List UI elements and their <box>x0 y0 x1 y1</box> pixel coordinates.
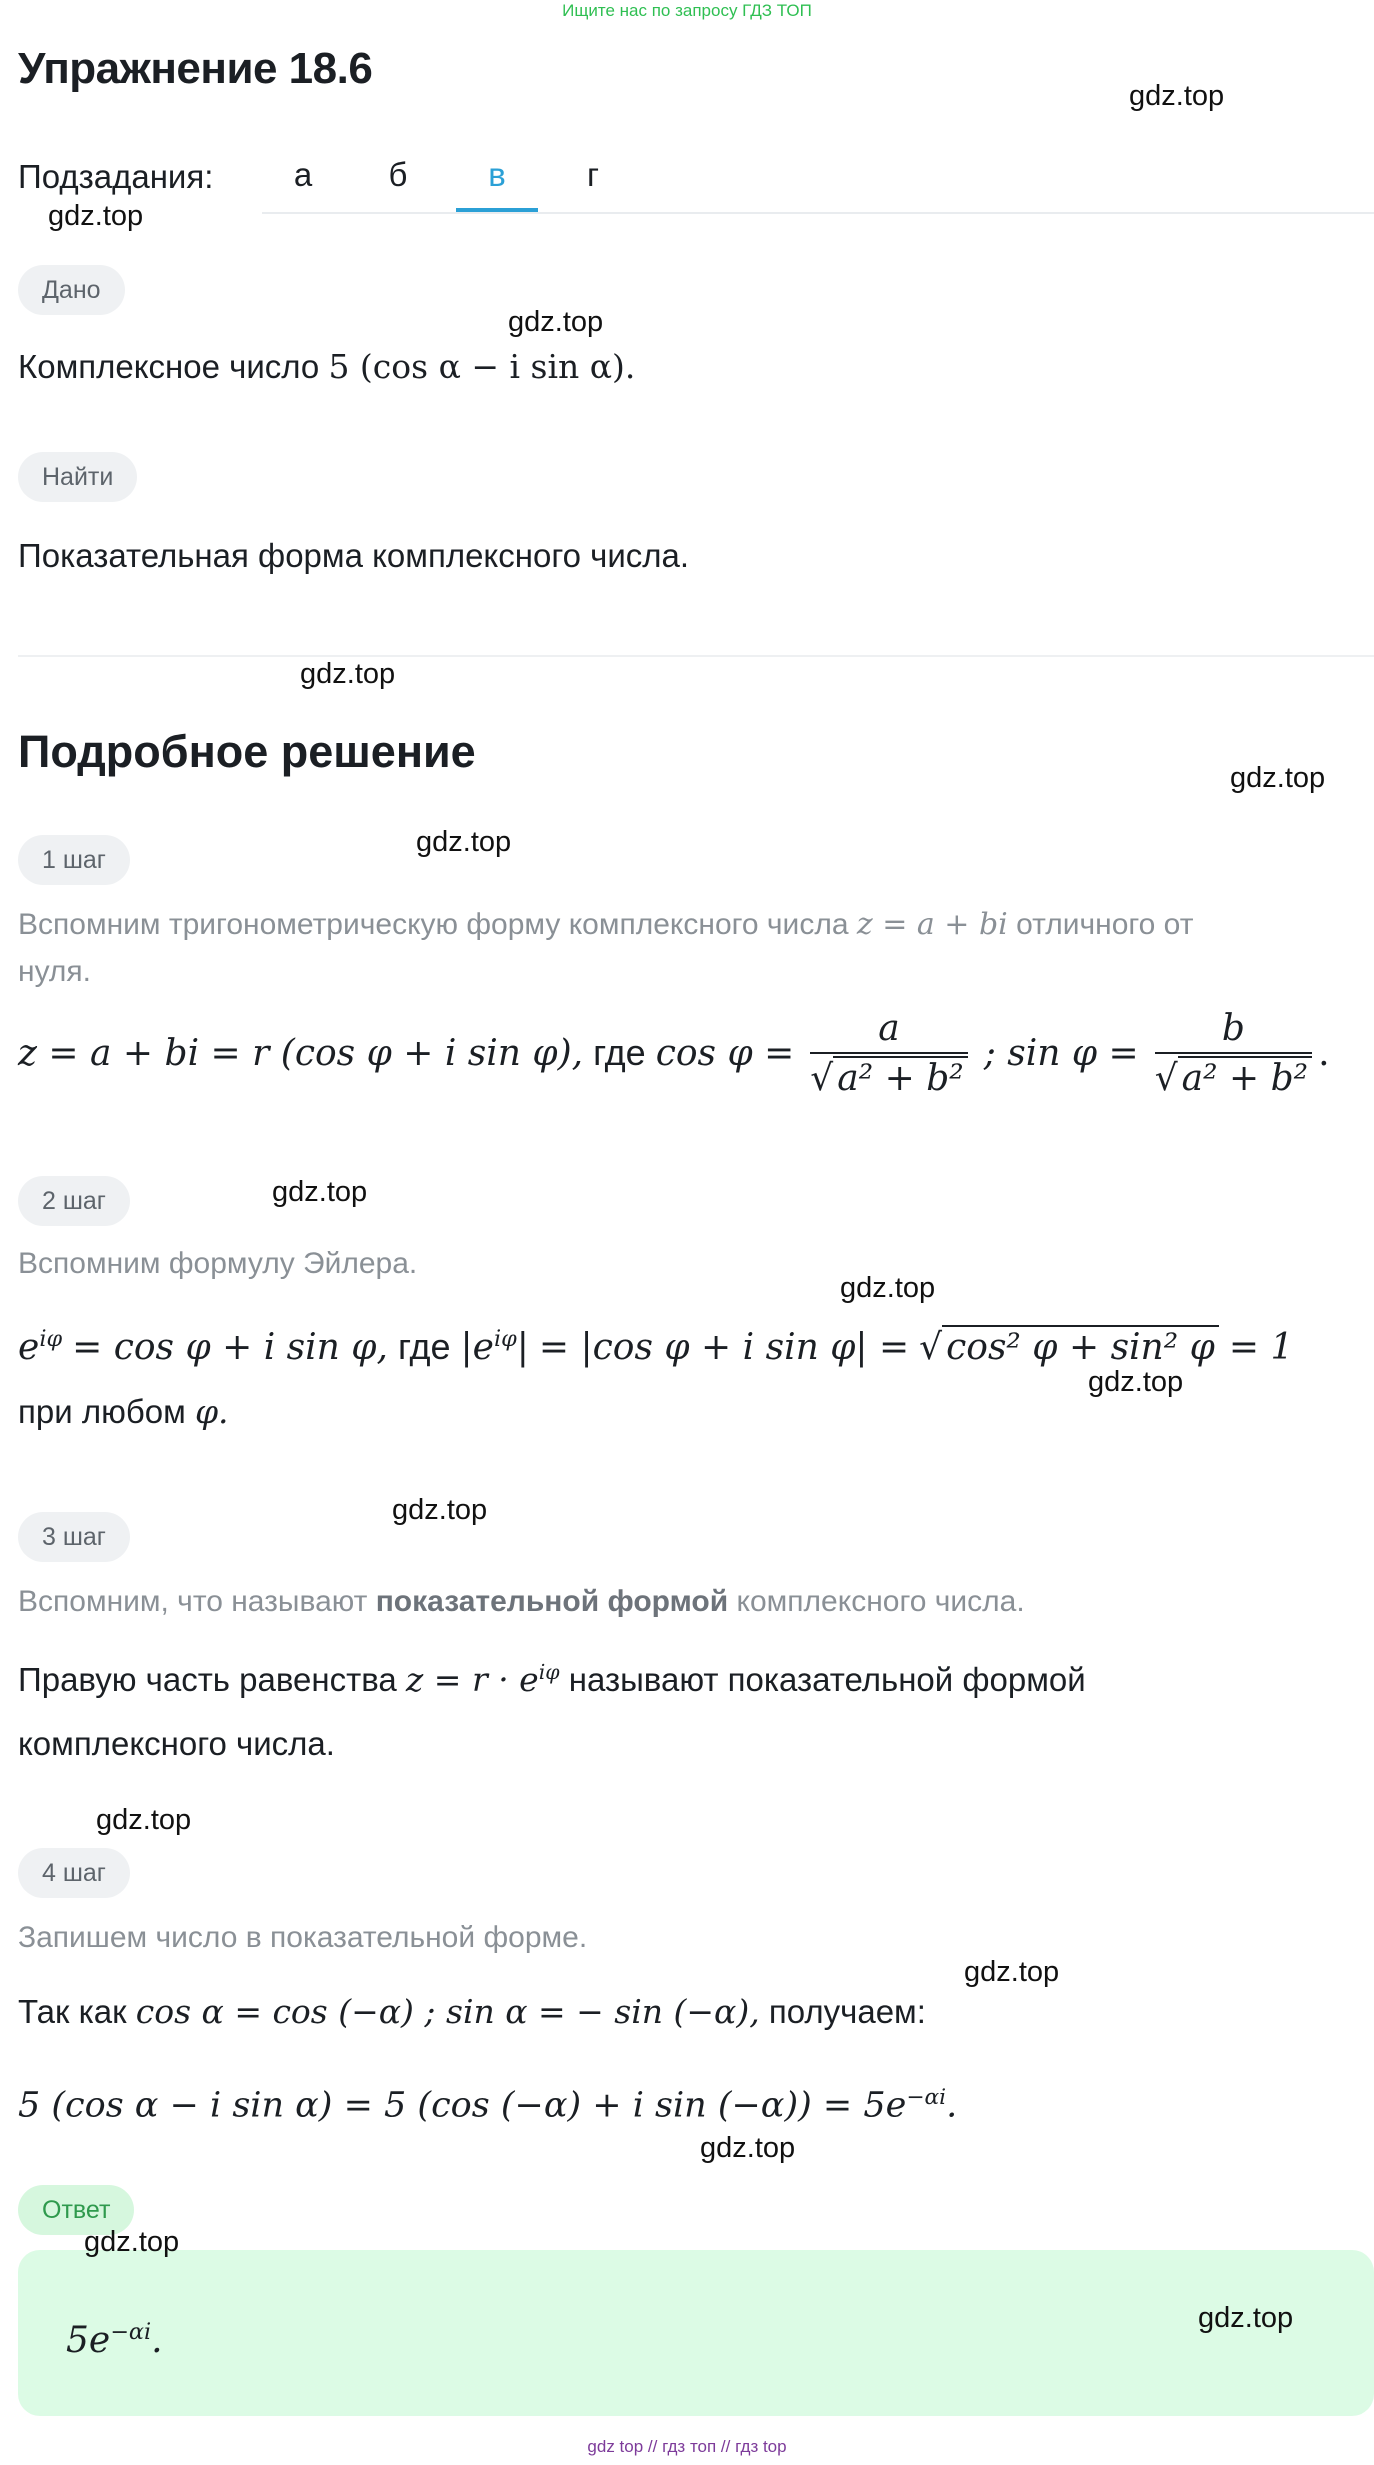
step-4-line2-end: . <box>946 2085 958 2126</box>
answer-chip: Ответ <box>18 2185 134 2235</box>
fraction-b-numerator: b <box>1155 1006 1312 1054</box>
step-4-line1-prefix: Так как <box>18 1993 127 2030</box>
watermark: gdz.top <box>96 1804 192 1836</box>
step-4-line2-sup: −αi <box>906 2085 947 2110</box>
step-2-sqrt: √ cos² φ + sin² φ <box>919 1325 1219 1368</box>
step-2-formula-a: = cos φ + i sin φ, <box>72 1327 388 1368</box>
step-1-hint-line2: нуля. <box>18 955 91 988</box>
step-2-formula-b: = |cos φ + i sin φ| = <box>538 1327 910 1368</box>
euler-abs: $|e^{i\varphi}|$ <box>460 1326 529 1368</box>
answer-value <box>66 2310 163 2363</box>
step-4-line2-math: 5 (cos α − i sin α) = 5 (cos (−α) + i sin (−α)) = 5e <box>18 2085 907 2126</box>
step-1-formula-sin: ; sin φ = <box>983 1033 1139 1074</box>
watermark: gdz.top <box>272 1176 368 1208</box>
step-4-hint: Запишем число в показательной форме. <box>18 1921 588 1954</box>
tab-v[interactable]: в <box>456 150 538 212</box>
fraction-b-radicand: a² + b² <box>1178 1056 1312 1099</box>
top-banner: Ищите нас по запросу ГДЗ ТОП <box>562 1 812 20</box>
step-1-hint <box>18 903 1193 947</box>
watermark: gdz.top <box>964 1956 1060 1988</box>
given-chip: Дано <box>18 265 125 315</box>
tab-a[interactable]: а <box>293 156 313 193</box>
step-1-hint-math: z = a + bi <box>856 907 1008 942</box>
fraction-b <box>1155 1006 1312 1104</box>
watermark: gdz.top <box>300 658 396 690</box>
step-1-formula-cos: cos φ = <box>655 1033 795 1074</box>
given-math: 5 (cos α − i sin α). <box>328 347 636 386</box>
given-text <box>18 345 635 389</box>
step-4-line1-suffix: получаем: <box>768 1993 926 2030</box>
step-3-hint <box>18 1580 1025 1624</box>
step-1-formula-left: z = a + bi = r (cos φ + i sin φ), <box>18 1033 584 1074</box>
step-3-line1-suffix: называют показательной формой <box>568 1661 1086 1698</box>
watermark: gdz.top <box>392 1494 488 1526</box>
answer-math: 5e <box>66 2320 111 2361</box>
step-2-line2 <box>18 1390 229 1434</box>
given-text-prefix: Комплексное число <box>18 348 320 385</box>
step-2-formula-where: где <box>397 1326 451 1367</box>
divider <box>18 655 1374 657</box>
answer-box <box>18 2250 1374 2416</box>
step-4-line2 <box>18 2076 957 2128</box>
step-3-line1-math <box>406 1660 560 1699</box>
step-2-radicand: cos² φ + sin² φ <box>942 1325 1219 1368</box>
tab-b[interactable]: б <box>388 156 408 193</box>
step-1-formula <box>18 1003 1330 1104</box>
euler-exp: $e^{i\varphi}$ <box>18 1326 63 1368</box>
fraction-a-radicand: a² + b² <box>833 1056 967 1099</box>
step-2-formula-a-text: cos φ + i sin φ, <box>113 1327 388 1368</box>
step-2-line2-text: при любом <box>18 1393 186 1430</box>
fraction-a-numerator: a <box>810 1006 967 1054</box>
fraction-b-denominator: √ a² + b² <box>1155 1054 1312 1104</box>
answer-end: . <box>151 2320 163 2361</box>
watermark: gdz.top <box>1088 1366 1184 1398</box>
step-3-line1-prefix: Правую часть равенства <box>18 1661 397 1698</box>
subtask-tabs <box>262 150 1374 214</box>
solution-title: Подробное решение <box>18 726 476 777</box>
step-3-chip: 3 шаг <box>18 1512 130 1562</box>
watermark: gdz.top <box>1230 762 1326 794</box>
step-2-hint: Вспомним формулу Эйлера. <box>18 1247 418 1280</box>
find-chip: Найти <box>18 452 137 502</box>
step-1-hint-prefix: Вспомним тригонометрическую форму комплексного числа <box>18 908 849 941</box>
step-3-line2: комплексного числа. <box>18 1725 335 1762</box>
subtasks-label: Подзадания: <box>18 158 214 195</box>
tab-g[interactable]: г <box>586 156 600 193</box>
page-title: Упражнение 18.6 <box>18 44 373 93</box>
watermark: gdz.top <box>508 306 604 338</box>
step-1-formula-end: . <box>1318 1033 1330 1074</box>
step-3-hint-prefix: Вспомним, что называют <box>18 1585 368 1618</box>
step-2-chip: 2 шаг <box>18 1176 130 1226</box>
watermark: gdz.top <box>840 1272 936 1304</box>
answer-sup: −αi <box>110 2319 152 2345</box>
step-4-chip: 4 шаг <box>18 1848 130 1898</box>
find-text: Показательная форма комплексного числа. <box>18 537 690 574</box>
step-3-line1-math-sup: iφ <box>538 1660 560 1684</box>
step-3-hint-bold: показательной формой <box>375 1585 729 1618</box>
step-4-line1 <box>18 1990 926 2034</box>
footer: gdz top // гдз топ // гдз top <box>587 2437 787 2456</box>
step-3-hint-suffix: комплексного числа. <box>736 1585 1025 1618</box>
watermark: gdz.top <box>1129 80 1225 112</box>
watermark: gdz.top <box>84 2226 180 2258</box>
step-1-formula-where: где <box>593 1032 646 1073</box>
step-2-formula-c: = 1 <box>1228 1327 1294 1368</box>
step-3-line1-math-base: z = r · e <box>405 1660 539 1699</box>
step-2-line2-math: φ. <box>194 1392 229 1431</box>
watermark: gdz.top <box>1198 2302 1294 2334</box>
euler-abs-sup: iφ <box>493 1326 517 1352</box>
watermark: gdz.top <box>48 200 144 232</box>
step-1-chip: 1 шаг <box>18 835 130 885</box>
watermark: gdz.top <box>416 826 512 858</box>
fraction-a-denominator: √ a² + b² <box>810 1054 967 1104</box>
watermark: gdz.top <box>700 2132 796 2164</box>
euler-exp-sup: iφ <box>39 1326 63 1352</box>
fraction-a <box>810 1006 967 1104</box>
step-4-line1-math: cos α = cos (−α) ; sin α = − sin (−α), <box>135 1992 760 2031</box>
step-3-line1 <box>18 1650 1086 1702</box>
step-1-hint-suffix: отличного от <box>1016 908 1194 941</box>
